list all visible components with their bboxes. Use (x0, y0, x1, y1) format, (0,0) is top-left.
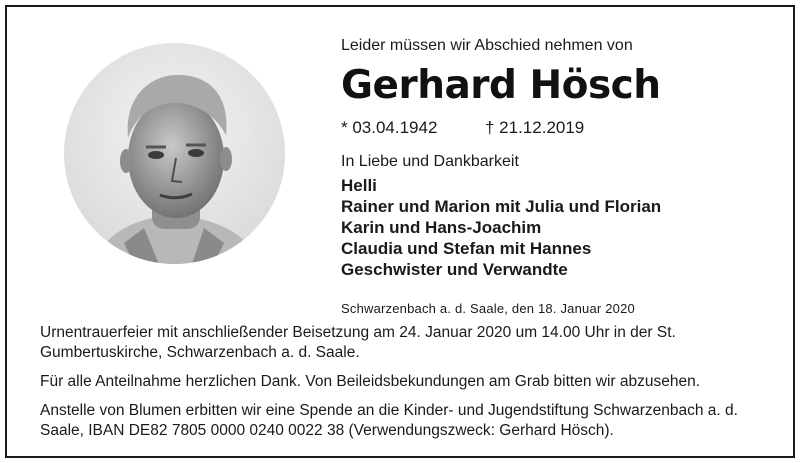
portrait-photo (64, 43, 285, 264)
family-member: Geschwister und Verwandte (341, 260, 568, 279)
funeral-info: Urnentrauerfeier mit anschließender Beisetzung am 24. Januar 2020 um 14.00 Uhr in der St. Gumbertuskirche, Schwarzenbach a. d. Saale. (40, 324, 676, 361)
life-dates (341, 118, 781, 140)
intro-text: Leider müssen wir Abschied nehmen von (341, 37, 633, 54)
family-list (341, 175, 781, 280)
family-member: Karin und Hans-Joachim (341, 218, 542, 237)
thanks-note: Für alle Anteilnahme herzlichen Dank. Von Beileidsbekundungen am Grab bitten wir abzusehen. (40, 373, 701, 390)
family-member: Rainer und Marion mit Julia und Florian (341, 197, 662, 216)
deceased-name: Gerhard Hösch (341, 63, 661, 108)
birth-date: * 03.04.1942 (341, 118, 438, 137)
death-date: † 21.12.2019 (485, 118, 585, 137)
thanks-intro: In Liebe und Dankbarkeit (341, 153, 519, 170)
family-member: Claudia und Stefan mit Hannes (341, 239, 592, 258)
obituary-header (341, 36, 781, 316)
family-member: Helli (341, 176, 377, 195)
portrait-image (64, 43, 285, 264)
donation-info: Anstelle von Blumen erbitten wir eine Spende an die Kinder- und Jugendstiftung Schwarzenbach a. d. Saale, IBAN DE82 7805 0000 0240 0022 38 (Verwendungszweck: Gerhard Hösch). (40, 402, 738, 439)
place-date: Schwarzenbach a. d. Saale, den 18. Januar 2020 (341, 301, 635, 316)
obituary-body (40, 323, 770, 450)
